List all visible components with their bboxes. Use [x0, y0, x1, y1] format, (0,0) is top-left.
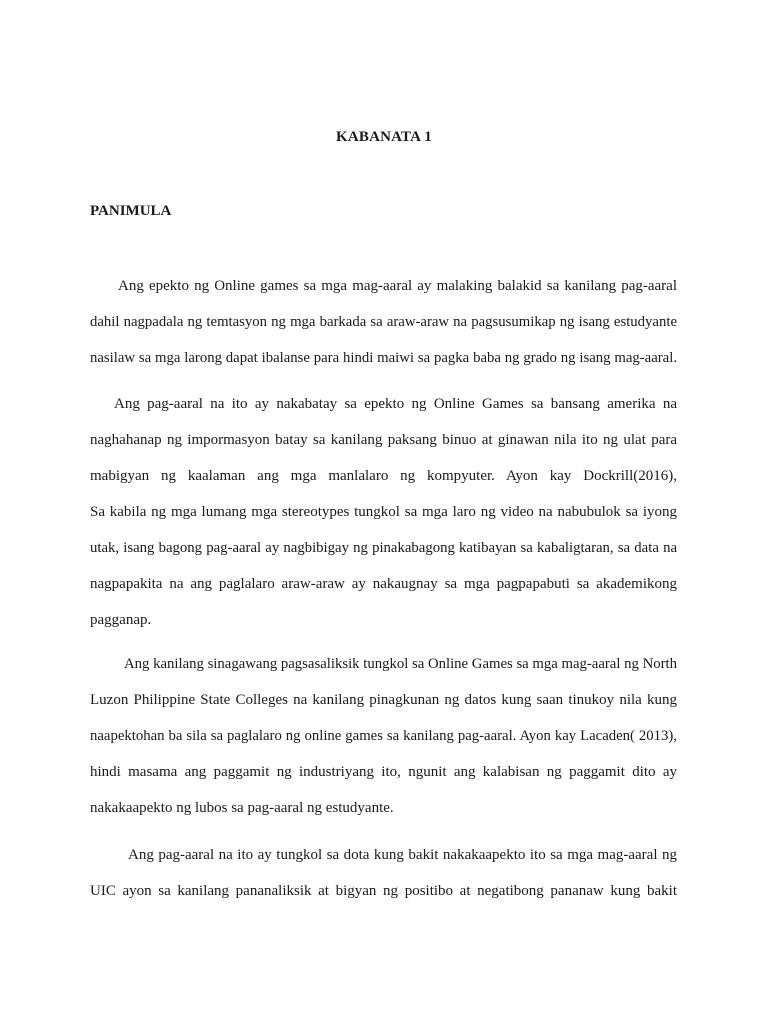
paragraph-line: UIC ayon sa kanilang pananaliksik at bigyan ng positibo at negatibong pananaw kung bakit [90, 883, 677, 899]
paragraph-line: nakakaapekto ng lubos sa pag-aaral ng estudyante. [90, 800, 394, 816]
paragraph-line: Ang pag-aaral na ito ay tungkol sa dota kung bakit nakakaapekto ito sa mga mag-aaral ng [128, 847, 677, 863]
paragraph-4 [90, 837, 677, 909]
paragraph-line: utak, isang bagong pag-aaral ay nagbibigay ng pinakabagong katibayan sa kabaligtaran, sa data na [90, 540, 677, 556]
paragraph-line: dahil nagpadala ng temtasyon ng mga barkada sa araw-araw na pagsusumikap ng isang estudyante [90, 314, 677, 330]
paragraph-line: mabigyan ng kaalaman ang mga manlalaro ng kompyuter. Ayon kay Dockrill(2016), [90, 468, 677, 484]
section-title: PANIMULA [90, 203, 172, 219]
paragraph-line: pagganap. [90, 612, 152, 628]
paragraph-line: naapektohan ba sila sa paglalaro ng online games sa kanilang pag-aaral. Ayon kay Lacaden( 2013), [90, 728, 677, 744]
paragraph-line: hindi masama ang paggamit ng industriyang ito, ngunit ang kalabisan ng paggamit dito ay [90, 764, 677, 780]
paragraph-line: nagpapakita na ang paglalaro araw-araw ay nakaugnay sa mga pagpapabuti sa akademikong [90, 576, 677, 592]
paragraph-line: Luzon Philippine State Colleges na kanilang pinagkunan ng datos kung saan tinukoy nila kung [90, 692, 677, 708]
chapter-title: KABANATA 1 [335, 129, 433, 145]
paragraph-line: naghahanap ng impormasyon batay sa kanilang paksang binuo at ginawan nila ito ng ulat para [90, 432, 677, 448]
paragraph-line: Sa kabila ng mga lumang mga stereotypes tungkol sa mga laro ng video na nabubulok sa iyong [90, 504, 677, 520]
paragraph-line: Ang epekto ng Online games sa mga mag-aaral ay malaking balakid sa kanilang pag-aaral [118, 278, 677, 294]
paragraph-line: Ang pag-aaral na ito ay nakabatay sa epekto ng Online Games sa bansang amerika na [114, 396, 677, 412]
paragraph-line: Ang kanilang sinagawang pagsasaliksik tungkol sa Online Games sa mga mag-aaral ng North [124, 656, 677, 672]
paragraph-3 [90, 646, 677, 826]
paragraph-1 [90, 268, 677, 376]
paragraph-2 [90, 386, 677, 638]
paragraph-line: nasilaw sa mga larong dapat ibalanse para hindi maiwi sa pagka baba ng grado ng isang mag-aaral. [90, 350, 677, 366]
